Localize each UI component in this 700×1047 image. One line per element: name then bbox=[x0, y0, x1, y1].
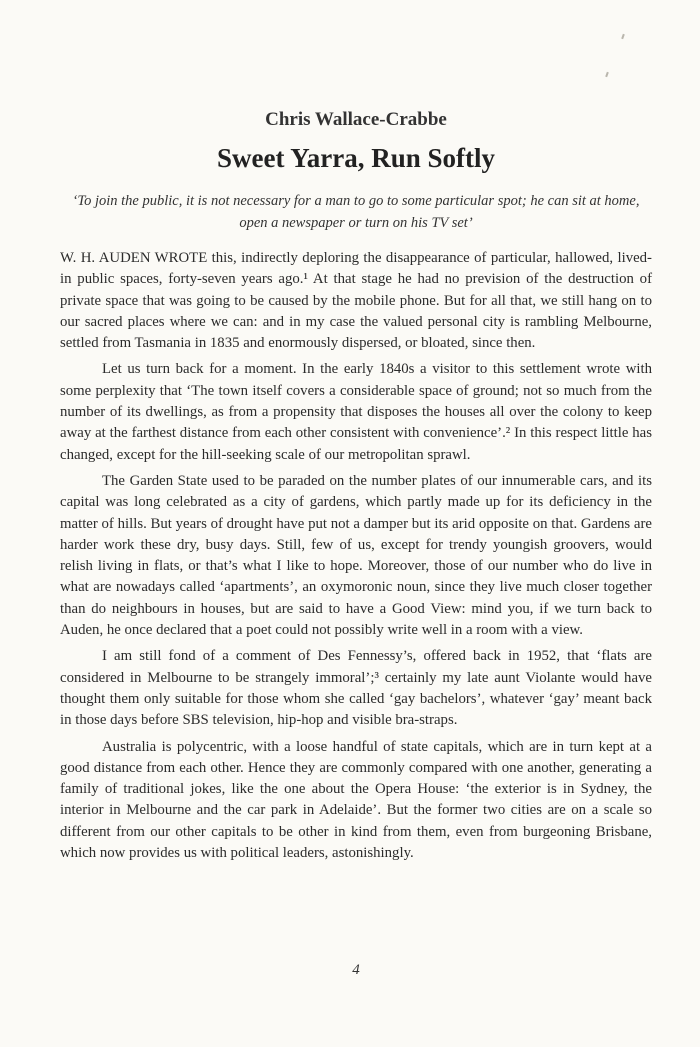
body-text bbox=[60, 248, 652, 869]
chapter-title: Sweet Yarra, Run Softly bbox=[217, 143, 495, 173]
author-name: Chris Wallace-Crabbe bbox=[265, 109, 447, 130]
epigraph: ‘To join the public, it is not necessary for a man to go to some particular spot; he can sit at home, open a newspaper or turn on his TV set’ bbox=[72, 193, 640, 231]
paragraph: W. H. AUDEN WROTE this, indirectly deploring the disappearance of particular, hallowed, lived-in public spaces, forty-seven years ago.¹ At that stage he had no prevision of the destruction of private space that was going to be caused by the mobile phone. But for all that, we still hang on to our sacred places where we can: and in my case the valued personal city is rambling Melbourne, settled from Tasmania in 1835 and enormously dispersed, or bloated, since then. bbox=[60, 250, 652, 352]
paragraph: The Garden State used to be paraded on the number plates of our innumerable cars, and its capital was long celebrated as a city of gardens, which partly made up for its deficiency in the matter of hills. But years of drought have put not a damper but its arid opposite on that. Gardens are harder work these dry, busy days. Still, few of us, except for trendy youngish groovers, would relish living in flats, or that’s what I like to hope. Moreover, those of our number who do live in what are nowadays called ‘apartments’, an oxymoronic noun, since they live much closer together than do neighbours in houses, but are said to have a Good View: mind you, if we turn back to Auden, he once declared that a poet could not possibly write well in a room with a view. bbox=[60, 472, 652, 639]
page-number: 4 bbox=[352, 962, 360, 978]
paragraph: I am still fond of a comment of Des Fennessy’s, offered back in 1952, that ‘flats are considered in Melbourne to be strangely immoral’;³ certainly my late aunt Violante would have thought them only suitable for those whom she called ‘gay bachelors’, whatever ‘gay’ meant back in those days before SBS television, hip-hop and visible bra-straps. bbox=[60, 648, 652, 729]
paragraph: Australia is polycentric, with a loose handful of state capitals, which are in turn kept at a good distance from each other. Hence they are commonly compared with one another, generating a family of traditional jokes, like the one about the Opera House: ‘the exterior is in Sydney, the interior in Melbourne and the car park in Adelaide’. But the former two cities are on a scale so different from our other capitals to be other in kind from them, even from burgeoning Brisbane, which now provides us with political leaders, astonishingly. bbox=[60, 738, 652, 862]
paragraph: Let us turn back for a moment. In the early 1840s a visitor to this settlement wrote with some perplexity that ‘The town itself covers a considerable space of ground; not so much from the number of its dwellings, as from a propensity that disposes the houses all over the colony to keep away at the farthest distance from each other consistent with convenience’.² In this respect little has changed, except for the hill-seeking scale of our metropolitan sprawl. bbox=[60, 361, 652, 463]
paper-speck bbox=[621, 34, 625, 39]
paper-speck bbox=[605, 72, 609, 77]
